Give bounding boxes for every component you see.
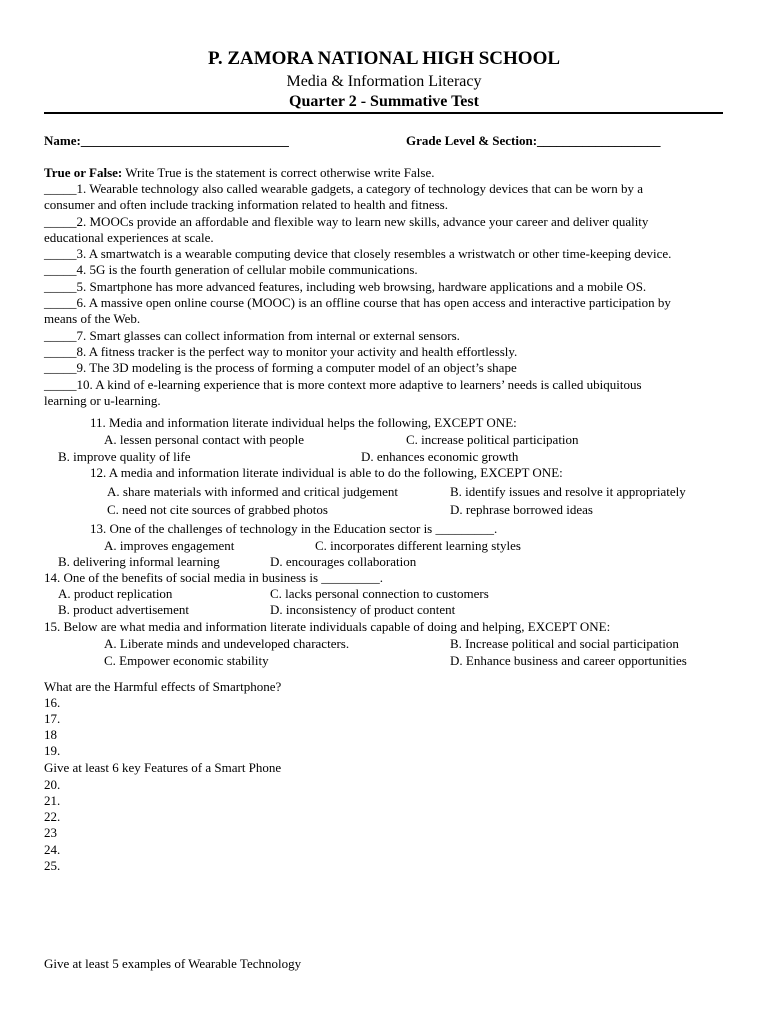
answer-line: 20. <box>44 777 61 792</box>
answer-line: 24. <box>44 842 61 857</box>
option-12b: B. identify issues and resolve it appropriately <box>450 484 686 499</box>
exam-title: Quarter 2 - Summative Test <box>289 93 479 110</box>
tf-line: _____4. 5G is the fourth generation of cellular mobile communications. <box>44 262 418 277</box>
option-15d: D. Enhance business and career opportunities <box>450 653 687 668</box>
question-13: 13. One of the challenges of technology in the Education sector is _________. <box>90 521 498 536</box>
question-12: 12. A media and information literate individual is able to do the following, EXCEPT ONE: <box>90 465 563 480</box>
subject-title: Media & Information Literacy <box>286 73 482 90</box>
question-wearable-examples: Give at least 5 examples of Wearable Technology <box>44 956 302 971</box>
question-15: 15. Below are what media and information literate individuals capable of doing and helping, EXCEPT ONE: <box>44 619 611 634</box>
tf-line: learning or u-learning. <box>44 393 161 408</box>
option-15b: B. Increase political and social participation <box>450 636 679 651</box>
tf-line: consumer and often include tracking information related to health and fitness. <box>44 197 448 212</box>
option-12d: D. rephrase borrowed ideas <box>450 502 593 517</box>
option-15c: C. Empower economic stability <box>104 653 269 668</box>
option-11a: A. lessen personal contact with people <box>104 432 304 447</box>
option-13c: C. incorporates different learning styles <box>315 538 521 553</box>
question-14: 14. One of the benefits of social media in business is _________. <box>44 570 384 585</box>
tf-line: _____6. A massive open online course (MOOC) is an offline course that has open access and interactive participation by <box>44 295 671 310</box>
question-11: 11. Media and information literate individual helps the following, EXCEPT ONE: <box>90 415 517 430</box>
option-13d: D. encourages collaboration <box>270 554 417 569</box>
tf-line: _____3. A smartwatch is a wearable computing device that closely resembles a wristwatch or other time-keeping device. <box>44 246 672 261</box>
tf-line: educational experiences at scale. <box>44 230 214 245</box>
option-11c: C. increase political participation <box>406 432 579 447</box>
option-11d: D. enhances economic growth <box>361 449 519 464</box>
answer-line: 23 <box>44 825 57 840</box>
option-14b: B. product advertisement <box>58 602 190 617</box>
option-14d: D. inconsistency of product content <box>270 602 456 617</box>
answer-line: 17. <box>44 711 61 726</box>
tf-line: _____8. A fitness tracker is the perfect way to monitor your activity and health effortlessly. <box>44 344 518 359</box>
question-harmful-effects: What are the Harmful effects of Smartphone? <box>44 679 282 694</box>
answer-line: 22. <box>44 809 61 824</box>
option-13a: A. improves engagement <box>104 538 235 553</box>
true-false-label: True or False: <box>44 165 123 180</box>
name-field: Name:________________________________ <box>44 133 289 148</box>
option-12c: C. need not cite sources of grabbed photos <box>107 502 328 517</box>
school-title: P. ZAMORA NATIONAL HIGH SCHOOL <box>207 48 561 69</box>
option-12a: A. share materials with informed and critical judgement <box>107 484 398 499</box>
option-11b: B. improve quality of life <box>58 449 191 464</box>
tf-line: _____7. Smart glasses can collect information from internal or external sensors. <box>44 328 460 343</box>
tf-line: _____10. A kind of e-learning experience that is more context more adaptive to learners’ needs is called ubiquitous <box>44 377 642 392</box>
answer-line: 25. <box>44 858 61 873</box>
answer-line: 16. <box>44 695 61 710</box>
question-key-features: Give at least 6 key Features of a Smart Phone <box>44 760 282 775</box>
tf-line: _____5. Smartphone has more advanced features, including web browsing, hardware applications and a mobile OS. <box>44 279 647 294</box>
header-rule <box>44 112 723 114</box>
answer-line: 21. <box>44 793 61 808</box>
option-14c: C. lacks personal connection to customers <box>270 586 489 601</box>
option-13b: B. delivering informal learning <box>58 554 220 569</box>
answer-line: 19. <box>44 743 61 758</box>
tf-line: means of the Web. <box>44 311 141 326</box>
grade-section-field: Grade Level & Section:___________________ <box>406 133 661 148</box>
tf-line: _____1. Wearable technology also called wearable gadgets, a category of technology devices that can be worn by a <box>44 181 644 196</box>
answer-line: 18 <box>44 727 57 742</box>
tf-line: _____9. The 3D modeling is the process of forming a computer model of an object’s shape <box>44 360 517 375</box>
option-14a: A. product replication <box>58 586 173 601</box>
option-15a: A. Liberate minds and undeveloped characters. <box>104 636 350 651</box>
true-false-instruction <box>44 165 434 181</box>
tf-line: _____2. MOOCs provide an affordable and flexible way to learn new skills, advance your career and deliver quality <box>44 214 649 229</box>
true-false-text: Write True is the statement is correct otherwise write False. <box>122 165 435 180</box>
